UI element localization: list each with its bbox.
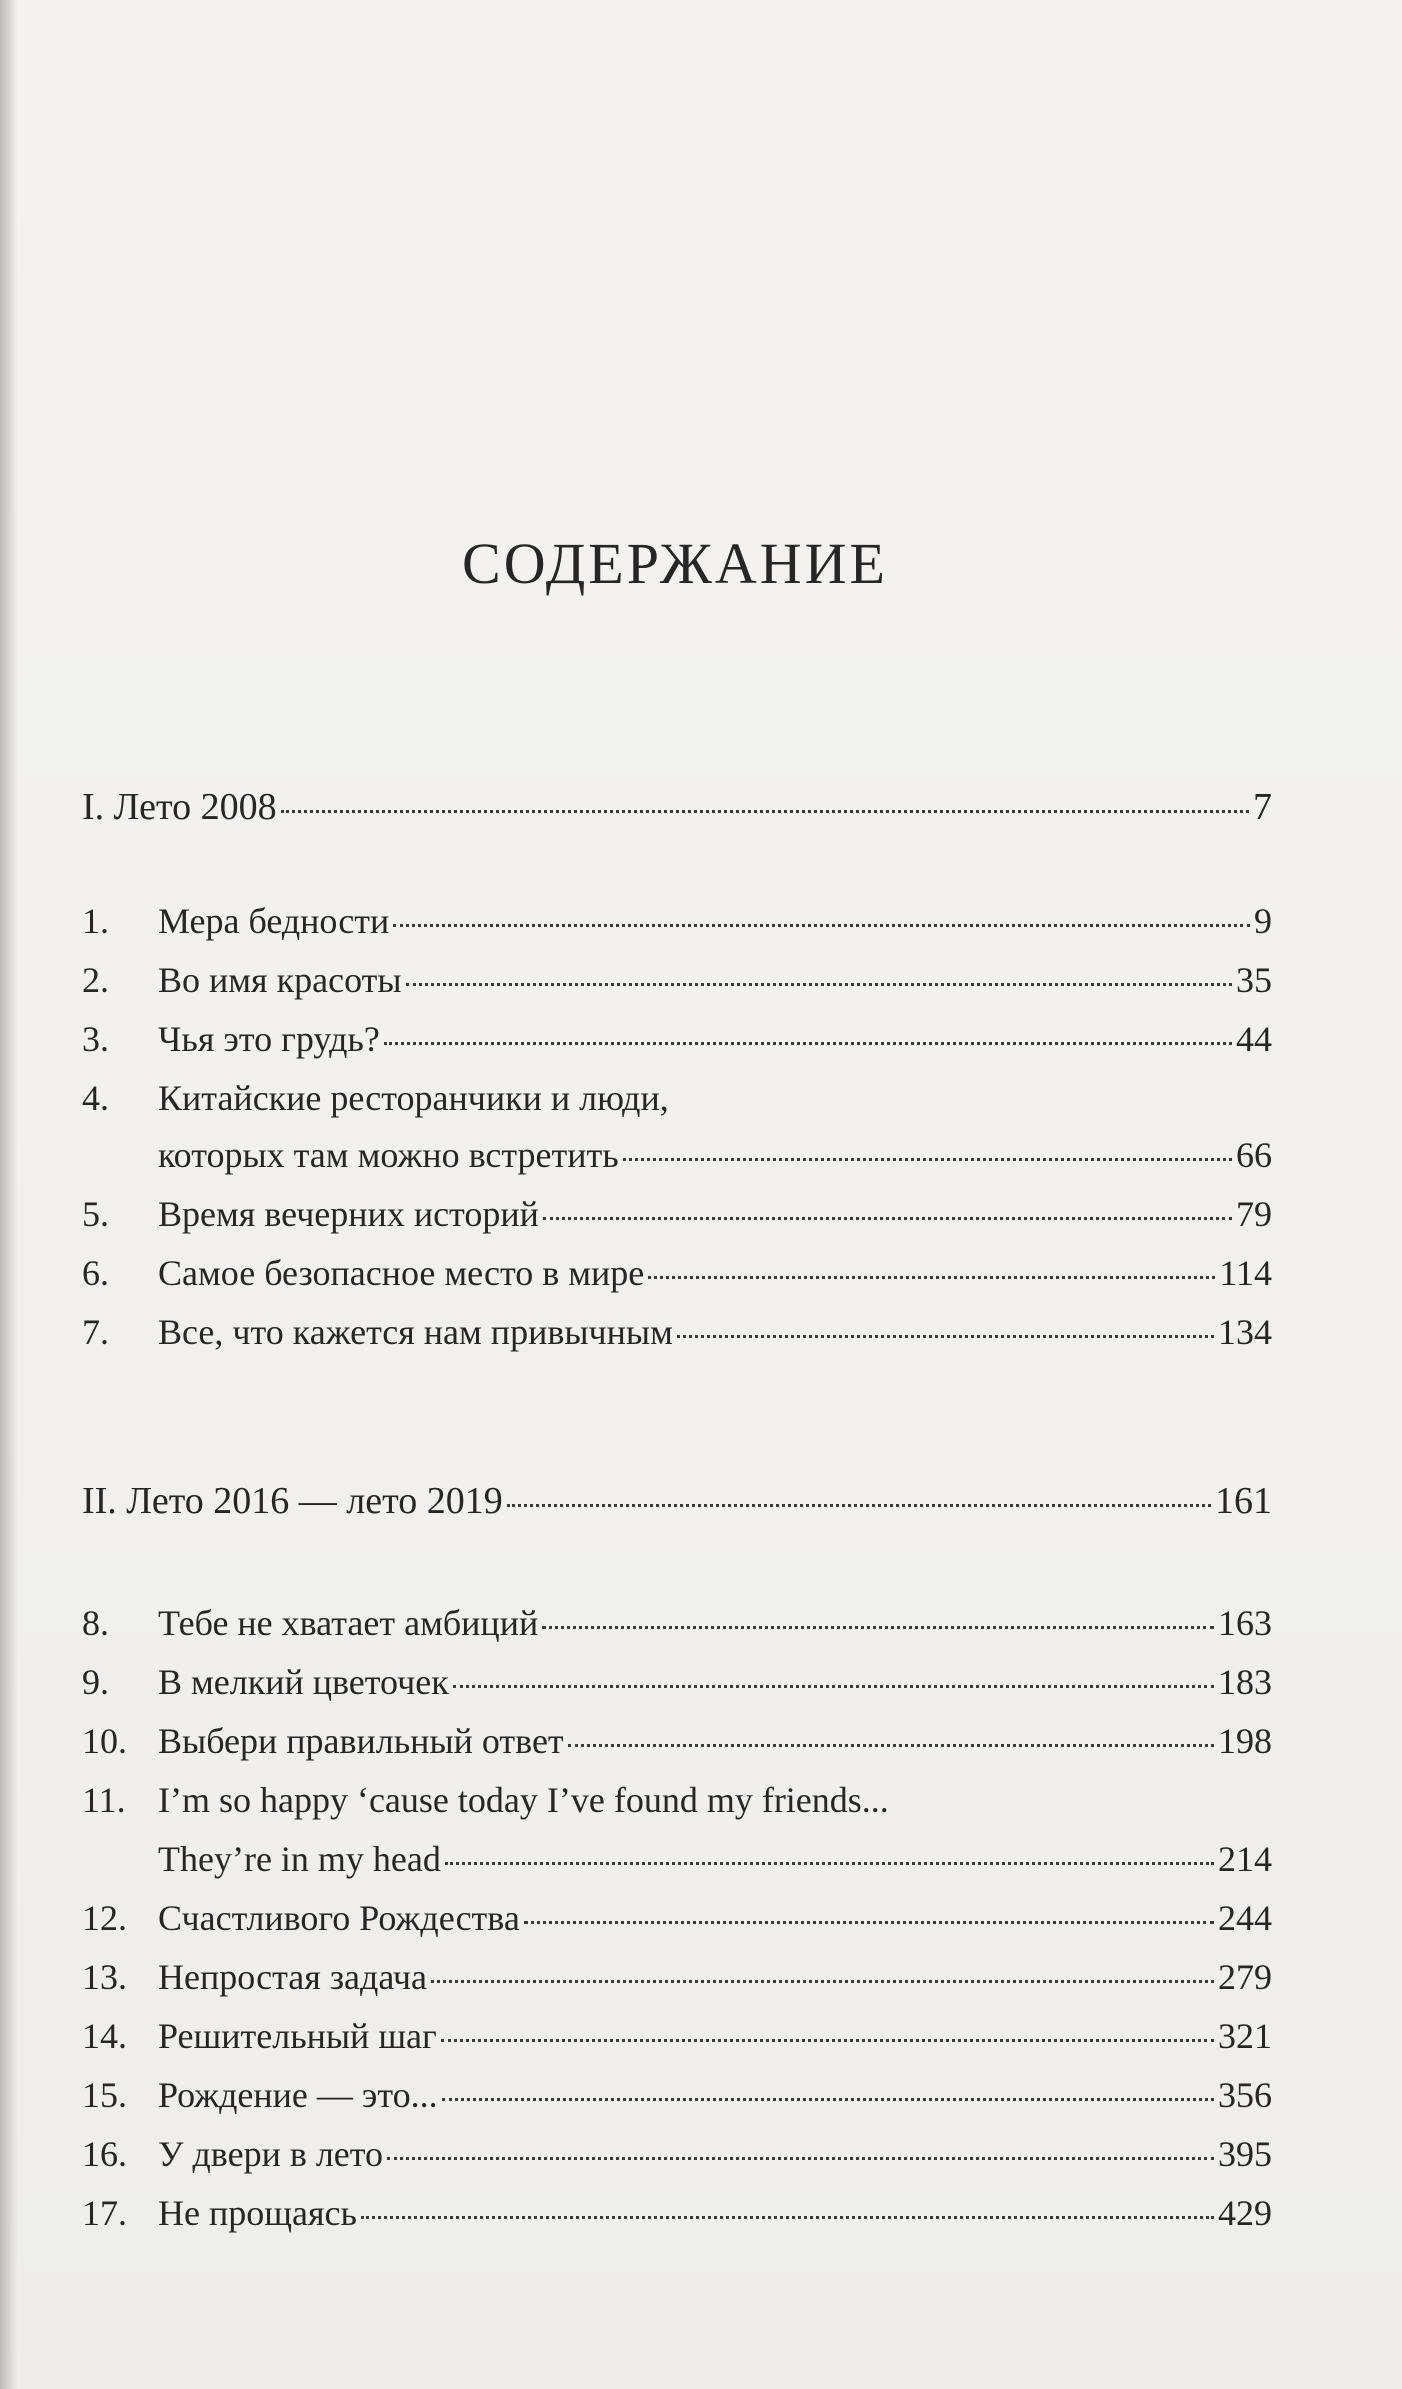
toc-entry [82, 1128, 1272, 1182]
toc-entry [82, 2068, 1272, 2122]
toc-entry-label: Тебе не хватает амбиций [158, 1603, 539, 1643]
toc-entry-first-line [82, 1773, 1272, 1827]
toc-part [82, 780, 1272, 834]
toc-entry-label: Решительный шаг [158, 2016, 437, 2056]
toc-page-number: 44 [1236, 1019, 1272, 1059]
dot-leader [542, 1626, 1214, 1629]
dot-leader [453, 1685, 1214, 1688]
toc-page-number: 79 [1236, 1194, 1272, 1234]
dot-leader [507, 1504, 1211, 1507]
toc-entry [82, 1655, 1272, 1709]
toc-entry-number: 8. [82, 1603, 109, 1643]
toc-entry-label: Время вечерних историй [158, 1194, 539, 1234]
toc-entry-first-line [82, 1071, 1272, 1125]
page-title: СОДЕРЖАНИЕ [462, 531, 888, 596]
dot-leader [568, 1744, 1214, 1747]
toc-entry-label: Во имя красоты [158, 960, 402, 1000]
toc-entry-number: 10. [82, 1721, 127, 1761]
toc-entry-label: Рождение — это... [158, 2075, 438, 2115]
toc-entry-number: 7. [82, 1312, 109, 1352]
toc-entry [82, 1246, 1272, 1300]
toc-entry-number: 6. [82, 1253, 109, 1293]
toc-page-number: 214 [1218, 1839, 1272, 1879]
toc-entry [82, 1950, 1272, 2004]
toc-entry-number: 3. [82, 1019, 109, 1059]
toc-page-number: 7 [1253, 786, 1272, 828]
toc-entry-label: В мелкий цветочек [158, 1662, 449, 1702]
toc-entry-number: 12. [82, 1898, 127, 1938]
toc-page-number: 163 [1218, 1603, 1272, 1643]
dot-leader [393, 924, 1250, 927]
toc-entry [82, 1012, 1272, 1066]
toc-page-number: 356 [1218, 2075, 1272, 2115]
toc-entry-number: 13. [82, 1957, 127, 1997]
dot-leader [431, 1980, 1214, 1983]
toc-entry-label-line1: Китайские ресторанчики и люди, [158, 1078, 669, 1118]
toc-entry [82, 1305, 1272, 1359]
dot-leader [648, 1276, 1215, 1279]
toc-entry-number: 11. [82, 1780, 126, 1820]
toc-entry-number: 15. [82, 2075, 127, 2115]
toc-entry-number: 1. [82, 901, 109, 941]
toc-page-number: 66 [1236, 1135, 1272, 1175]
dot-leader [361, 2216, 1214, 2219]
dot-leader [677, 1335, 1214, 1338]
dot-leader [441, 2039, 1214, 2042]
toc-page-number: 9 [1254, 901, 1272, 941]
toc-entry-number: 14. [82, 2016, 127, 2056]
toc-entry-label: которых там можно встретить [158, 1135, 619, 1175]
dot-leader [623, 1158, 1232, 1161]
toc-page-number: 395 [1218, 2134, 1272, 2174]
toc-entry [82, 1832, 1272, 1886]
toc-entry [82, 1891, 1272, 1945]
dot-leader [406, 983, 1232, 986]
page-edge-shadow [0, 0, 18, 2389]
toc-entry [82, 2009, 1272, 2063]
toc-entry-number: 2. [82, 960, 109, 1000]
toc-page-number: 114 [1219, 1253, 1272, 1293]
toc-entry-label: У двери в лето [158, 2134, 384, 2174]
toc-entry-label: Все, что кажется нам привычным [158, 1312, 673, 1352]
toc-page-number: 198 [1218, 1721, 1272, 1761]
dot-leader [442, 2098, 1214, 2101]
toc-part [82, 1474, 1272, 1528]
toc-page-number: 35 [1236, 960, 1272, 1000]
toc-entry-number: 4. [82, 1078, 109, 1118]
toc-part-label: I. Лето 2008 [82, 786, 277, 828]
toc-entry [82, 1714, 1272, 1768]
dot-leader [524, 1921, 1214, 1924]
toc-page-number: 429 [1218, 2193, 1272, 2233]
dot-leader [384, 1042, 1232, 1045]
toc-entry [82, 1596, 1272, 1650]
toc-entry-label: Выбери правильный ответ [158, 1721, 564, 1761]
dot-leader [281, 810, 1249, 813]
toc-entry [82, 2186, 1272, 2240]
toc-page-number: 321 [1218, 2016, 1272, 2056]
toc-entry-number: 5. [82, 1194, 109, 1234]
toc-page-number: 279 [1218, 1957, 1272, 1997]
toc-entry-label-line1: I’m so happy ‘cause today I’ve found my friends... [158, 1780, 889, 1820]
toc-entry-label: Мера бедности [158, 901, 390, 941]
toc-entry-number: 16. [82, 2134, 127, 2174]
dot-leader [445, 1862, 1214, 1865]
toc-page-number: 183 [1218, 1662, 1272, 1702]
toc-entry-label: Счастливого Рождества [158, 1898, 520, 1938]
toc-entry [82, 953, 1272, 1007]
toc-entry-label: Непростая задача [158, 1957, 427, 1997]
dot-leader [387, 2157, 1214, 2160]
toc-entry-label: Самое безопасное место в мире [158, 1253, 645, 1293]
toc-entry [82, 1187, 1272, 1241]
toc-entry [82, 2127, 1272, 2181]
toc-entry-number: 17. [82, 2193, 127, 2233]
toc-entry [82, 894, 1272, 948]
toc-page-number: 134 [1218, 1312, 1272, 1352]
toc-page-number: 244 [1218, 1898, 1272, 1938]
toc-entry-label: They’re in my head [158, 1839, 441, 1879]
dot-leader [543, 1217, 1232, 1220]
toc-entry-label: Чья это грудь? [158, 1019, 380, 1059]
toc-part-label: II. Лето 2016 — лето 2019 [82, 1480, 503, 1522]
toc-entry-number: 9. [82, 1662, 109, 1702]
toc-page-number: 161 [1215, 1480, 1272, 1522]
toc-entry-label: Не прощаясь [158, 2193, 357, 2233]
